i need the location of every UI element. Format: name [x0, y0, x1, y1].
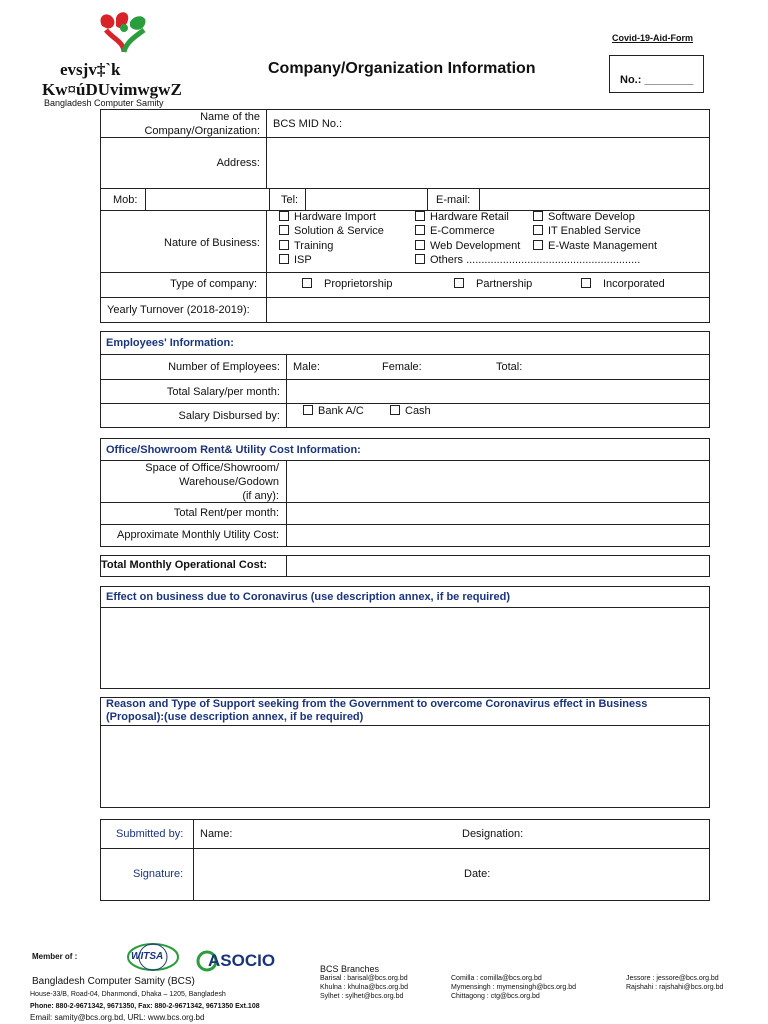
org-name-bangla-2: Kw¤úDUvimwgwZ — [42, 80, 182, 99]
email-field[interactable] — [480, 189, 709, 210]
female-field[interactable]: Female: — [382, 361, 422, 373]
checkbox-icon — [415, 254, 425, 264]
nature-option-software-develop[interactable]: Software Develop — [533, 211, 635, 223]
checkbox-icon — [390, 405, 400, 415]
type-of-company-label: Type of company: — [170, 278, 257, 290]
branch-barisal: Barisal : barisal@bcs.org.bd — [320, 975, 408, 982]
witsa-logo — [126, 942, 180, 972]
checkbox-icon — [415, 211, 425, 221]
footer-email: Email: samity@bcs.org.bd, URL: www.bcs.org.bd — [30, 1013, 205, 1022]
nature-option-hardware-import[interactable]: Hardware Import — [279, 211, 376, 223]
type-option-proprietorship[interactable]: Proprietorship — [302, 278, 392, 290]
disbursed-option-cash[interactable]: Cash — [390, 405, 431, 417]
org-name-bangla: evsjv‡`k — [60, 60, 121, 79]
branch-mymensingh: Mymensingh : mymensingh@bcs.org.bd — [451, 984, 576, 991]
checkbox-icon — [303, 405, 313, 415]
branch-jessore: Jessore : jessore@bcs.org.bd — [626, 975, 719, 982]
space-label: Space of Office/Showroom/ Warehouse/Godown (if any): — [145, 462, 279, 502]
checkbox-icon — [279, 240, 289, 250]
checkbox-icon — [279, 225, 289, 235]
nature-option-ewaste[interactable]: E-Waste Management — [533, 240, 657, 252]
org-name-english: Bangladesh Computer Samity — [44, 98, 164, 108]
nature-option-hardware-retail[interactable]: Hardware Retail — [415, 211, 509, 223]
total-rent-label: Total Rent/per month: — [173, 507, 279, 519]
yearly-turnover-field[interactable] — [267, 298, 709, 322]
submission-section — [100, 819, 710, 901]
reason-heading: Reason and Type of Support seeking from the Government to overcome Coronavirus effect in Business (Proposal):(use description annex, if be required) — [106, 698, 648, 723]
checkbox-icon — [581, 278, 591, 288]
checkbox-icon — [533, 240, 543, 250]
checkbox-icon — [533, 225, 543, 235]
disbursed-option-bank[interactable]: Bank A/C — [303, 405, 364, 417]
tel-field[interactable] — [306, 189, 426, 210]
effect-heading: Effect on business due to Coronavirus (use description annex, if be required) — [106, 591, 511, 603]
office-heading: Office/Showroom Rent& Utility Cost Information: — [106, 444, 361, 456]
footer-phone: Phone: 880-2-9671342, 9671350, Fax: 880-2-9671342, 9671350 Ext.108 — [30, 1003, 260, 1010]
branch-rajshahi: Rajshahi : rajshahi@bcs.org.bd — [626, 984, 724, 991]
employees-heading: Employees' Information: — [106, 337, 234, 349]
type-option-incorporated[interactable]: Incorporated — [581, 278, 665, 290]
branches-title: BCS Branches — [320, 964, 380, 974]
nature-option-it-enabled[interactable]: IT Enabled Service — [533, 225, 641, 237]
utility-cost-label: Approximate Monthly Utility Cost: — [117, 529, 279, 541]
branch-sylhet: Sylhet : sylhet@bcs.org.bd — [320, 993, 404, 1000]
submitted-by-label: Submitted by: — [116, 828, 184, 840]
checkbox-icon — [415, 240, 425, 250]
total-salary-field[interactable] — [287, 380, 709, 403]
form-tag: Covid-19-Aid-Form — [612, 33, 693, 43]
type-option-partnership[interactable]: Partnership — [454, 278, 532, 290]
date-field[interactable]: Date: — [464, 868, 491, 880]
total-salary-label: Total Salary/per month: — [166, 386, 280, 398]
nature-option-web-development[interactable]: Web Development — [415, 240, 520, 252]
checkbox-icon — [302, 278, 312, 288]
effect-text-area[interactable] — [101, 608, 709, 688]
checkbox-icon — [454, 278, 464, 288]
bcs-mid-label: BCS MID No.: — [273, 118, 343, 130]
tel-label: Tel: — [281, 194, 299, 206]
nature-option-isp[interactable]: ISP — [279, 254, 312, 266]
total-rent-field[interactable] — [287, 503, 709, 524]
form-number-label: No.: ________ — [620, 74, 694, 86]
asocio-logo — [196, 948, 296, 974]
bcs-logo — [92, 8, 156, 54]
salary-disbursed-label: Salary Disbursed by: — [178, 410, 280, 422]
asocio-logo-text: ASOCIO — [208, 951, 276, 970]
mob-field[interactable] — [146, 189, 268, 210]
page-title: Company/Organization Information — [268, 60, 536, 77]
footer-address: House-33/B, Road-04, Dhanmondi, Dhaka – 1205, Bangladesh — [30, 991, 226, 998]
nature-of-business-label: Nature of Business: — [164, 237, 260, 249]
designation-field[interactable]: Designation: — [462, 828, 524, 840]
male-field[interactable]: Male: — [293, 361, 320, 373]
witsa-logo-text: WITSA — [131, 951, 164, 962]
checkbox-icon — [279, 254, 289, 264]
company-name-label: Name of the Company/Organization: — [144, 111, 260, 137]
submitter-name-field[interactable]: Name: — [200, 828, 233, 840]
mob-label: Mob: — [113, 194, 138, 206]
space-field[interactable] — [287, 461, 709, 502]
branch-khulna: Khulna : khulna@bcs.org.bd — [320, 984, 409, 991]
total-field[interactable]: Total: — [496, 361, 523, 373]
reason-text-area[interactable] — [101, 726, 709, 807]
checkbox-icon — [533, 211, 543, 221]
checkbox-icon — [279, 211, 289, 221]
employee-count-label: Number of Employees: — [168, 361, 280, 373]
total-cost-label: Total Monthly Operational Cost: — [101, 559, 268, 571]
footer-org-name: Bangladesh Computer Samity (BCS) — [32, 976, 195, 987]
form-number-box[interactable] — [609, 55, 704, 93]
email-label: E-mail: — [436, 194, 471, 206]
signature-label: Signature: — [133, 868, 184, 880]
nature-option-solution-service[interactable]: Solution & Service — [279, 225, 384, 237]
branch-comilla: Comilla : comilla@bcs.org.bd — [451, 975, 542, 982]
checkbox-icon — [415, 225, 425, 235]
member-of-label: Member of : — [32, 952, 78, 961]
yearly-turnover-label: Yearly Turnover (2018-2019): — [107, 304, 250, 316]
branch-chittagong: Chittagong : ctg@bcs.org.bd — [451, 993, 540, 1000]
nature-option-others[interactable]: Others ......................................................... — [415, 254, 640, 266]
nature-option-training[interactable]: Training — [279, 240, 333, 252]
address-field[interactable] — [267, 138, 709, 188]
total-cost-field[interactable] — [287, 556, 709, 576]
utility-cost-field[interactable] — [287, 525, 709, 546]
nature-option-ecommerce[interactable]: E-Commerce — [415, 225, 495, 237]
address-label: Address: — [216, 157, 260, 169]
